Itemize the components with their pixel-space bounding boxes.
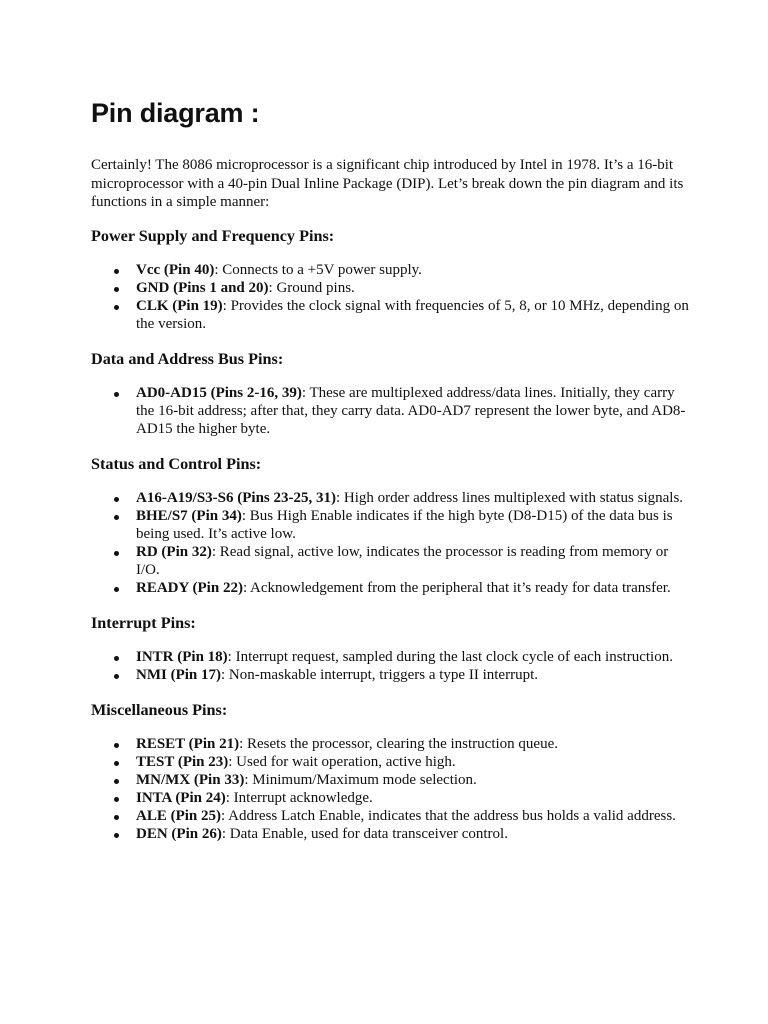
sections-container — [91, 226, 690, 843]
pin-description: : Read signal, active low, indicates the processor is reading from memory or I/O. — [136, 543, 669, 578]
pin-name: Vcc (Pin 40) — [136, 261, 215, 278]
page-title: Pin diagram : — [91, 98, 260, 128]
pin-name: RESET (Pin 21) — [136, 735, 240, 752]
list-item — [91, 771, 690, 789]
list-item — [91, 753, 690, 771]
pin-description: : Used for wait operation, active high. — [228, 753, 456, 770]
list-item — [91, 261, 690, 279]
intro-paragraph: Certainly! The 8086 microprocessor is a significant chip introduced by Intel in 1978. It’s a 16-bit microprocessor with a 40-pin Dual Inline Package (DIP). Let’s break down the pin diagram and its functions in a simple manner: — [91, 157, 684, 210]
bullet-icon — [114, 833, 119, 838]
section-heading: Interrupt Pins: — [91, 613, 196, 632]
section-heading: Data and Address Bus Pins: — [91, 349, 284, 368]
list-item — [91, 384, 690, 438]
pin-name: READY (Pin 22) — [136, 579, 243, 596]
pin-name: MN/MX (Pin 33) — [136, 771, 245, 788]
pin-description: : Interrupt request, sampled during the last clock cycle of each instruction. — [227, 648, 673, 665]
bullet-icon — [114, 674, 119, 679]
pin-description: : Acknowledgement from the peripheral that it’s ready for data transfer. — [242, 579, 671, 596]
bullet-list — [91, 648, 690, 684]
pin-description: : Interrupt acknowledge. — [225, 789, 373, 806]
pin-name: AD0-AD15 (Pins 2-16, 39) — [136, 384, 302, 401]
pin-name: DEN (Pin 26) — [136, 825, 222, 842]
pin-name: GND (Pins 1 and 20) — [136, 279, 269, 296]
pin-description: : These are multiplexed address/data lines. Initially, they carry the 16-bit address; after that, they carry data. AD0-AD7 represent the lower byte, and AD8-AD15 the higher byte. — [136, 384, 686, 437]
list-item — [91, 543, 690, 579]
list-item — [91, 489, 690, 507]
list-item — [91, 789, 690, 807]
pin-description: : Connects to a +5V power supply. — [214, 261, 422, 278]
bullet-icon — [114, 797, 119, 802]
pin-name: NMI (Pin 17) — [136, 666, 221, 683]
section-heading: Miscellaneous Pins: — [91, 700, 228, 719]
list-item — [91, 807, 690, 825]
bullet-icon — [114, 779, 119, 784]
pin-name: INTA (Pin 24) — [136, 789, 226, 806]
bullet-icon — [114, 656, 119, 661]
list-item — [91, 666, 690, 684]
bullet-icon — [114, 497, 119, 502]
list-item — [91, 648, 690, 666]
bullet-icon — [114, 392, 119, 397]
list-item — [91, 825, 690, 843]
bullet-icon — [114, 269, 119, 274]
bullet-icon — [114, 815, 119, 820]
bullet-list — [91, 489, 690, 597]
pin-description: : Address Latch Enable, indicates that the address bus holds a valid address. — [221, 807, 676, 824]
pin-description: : Ground pins. — [268, 279, 355, 296]
pin-description: : Provides the clock signal with frequencies of 5, 8, or 10 MHz, depending on the version. — [136, 297, 689, 332]
pin-description: : Minimum/Maximum mode selection. — [244, 771, 477, 788]
bullet-icon — [114, 587, 119, 592]
bullet-icon — [114, 551, 119, 556]
pin-description: : High order address lines multiplexed with status signals. — [336, 489, 684, 506]
pin-name: BHE/S7 (Pin 34) — [136, 507, 242, 524]
bullet-list — [91, 261, 690, 333]
bullet-list — [91, 384, 690, 438]
bullet-icon — [114, 515, 119, 520]
section-heading: Status and Control Pins: — [91, 454, 262, 473]
bullet-list — [91, 735, 690, 843]
bullet-icon — [114, 761, 119, 766]
pin-name: ALE (Pin 25) — [136, 807, 222, 824]
bullet-icon — [114, 287, 119, 292]
pin-description: : Resets the processor, clearing the instruction queue. — [239, 735, 558, 752]
pin-name: CLK (Pin 19) — [136, 297, 223, 314]
pin-name: A16-A19/S3-S6 (Pins 23-25, 31) — [136, 489, 337, 506]
pin-name: INTR (Pin 18) — [136, 648, 228, 665]
pin-description: : Non-maskable interrupt, triggers a type II interrupt. — [221, 666, 538, 683]
list-item — [91, 579, 690, 597]
list-item — [91, 507, 690, 543]
list-item — [91, 735, 690, 753]
pin-name: TEST (Pin 23) — [136, 753, 229, 770]
pin-name: RD (Pin 32) — [136, 543, 212, 560]
pin-description: : Bus High Enable indicates if the high byte (D8-D15) of the data bus is being used. It’s active low. — [136, 507, 673, 542]
bullet-icon — [114, 743, 119, 748]
list-item — [91, 279, 690, 297]
list-item — [91, 297, 690, 333]
pin-description: : Data Enable, used for data transceiver control. — [221, 825, 508, 842]
section-heading: Power Supply and Frequency Pins: — [91, 226, 335, 245]
bullet-icon — [114, 305, 119, 310]
